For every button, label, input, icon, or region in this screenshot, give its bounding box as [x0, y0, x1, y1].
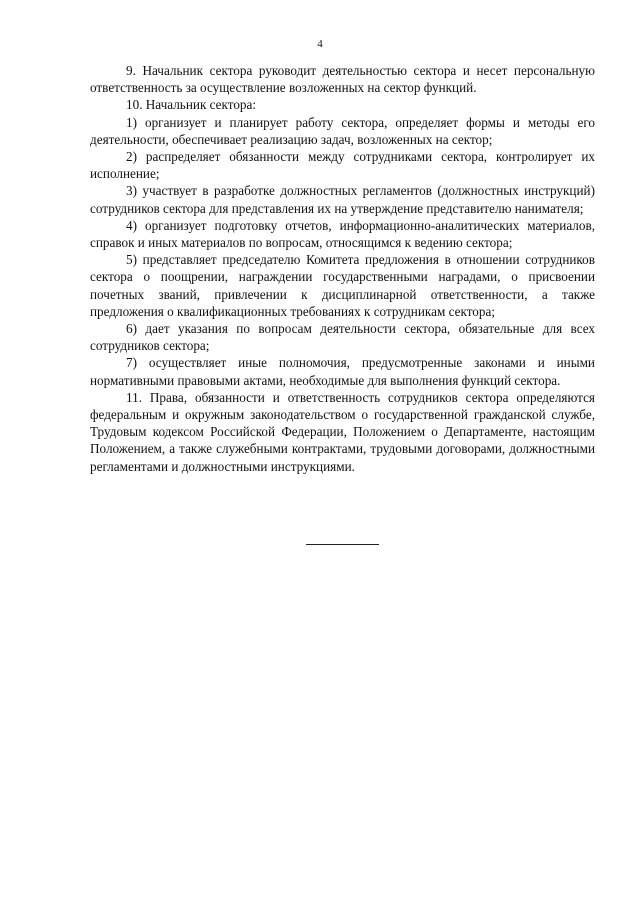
list-item-6: 6) дает указания по вопросам деятельности сектора, обязательные для всех сотрудников сектора;: [90, 321, 595, 354]
page-number: 4: [317, 38, 323, 50]
list-item-3: 3) участвует в разработке должностных регламентов (должностных инструкций) сотрудников сектора для представления их на утверждение представителю нанимателя;: [90, 183, 595, 216]
end-of-document-rule: [306, 544, 379, 545]
document-body: [90, 62, 595, 475]
paragraph-11: 11. Права, обязанности и ответственность сотрудников сектора определяются федеральным и окружным законодательством о государственной гражданской службе, Трудовым кодексом Российской Федерации, Положением о Департаменте, настоящим Положением, а также служебными контрактами, трудовыми договорами, должностными регламентами и должностными инструкциями.: [90, 389, 595, 474]
list-item-7: 7) осуществляет иные полномочия, предусмотренные законами и иными нормативными правовыми актами, необходимые для выполнения функций сектора.: [90, 355, 595, 388]
list-item-1: 1) организует и планирует работу сектора, определяет формы и методы его деятельности, обеспечивает реализацию задач, возложенных на сектор;: [90, 114, 595, 147]
paragraph-10: 10. Начальник сектора:: [126, 97, 257, 113]
list-item-2: 2) распределяет обязанности между сотрудниками сектора, контролирует их исполнение;: [90, 149, 595, 182]
list-item-4: 4) организует подготовку отчетов, информационно-аналитических материалов, справок и иных материалов по вопросам, относящимся к ведению сектора;: [90, 217, 595, 251]
list-item-5: 5) представляет председателю Комитета предложения в отношении сотрудников сектора о поощрении, награждении государственными наградами, о присвоении почетных званий, привлечении к дисциплинарной ответственности, а также предложения о квалификационных требованиях к сотрудникам сектора;: [90, 252, 595, 319]
paragraph-9: 9. Начальник сектора руководит деятельностью сектора и несет персональную ответственность за осуществление возложенных на сектор функций.: [90, 63, 595, 96]
